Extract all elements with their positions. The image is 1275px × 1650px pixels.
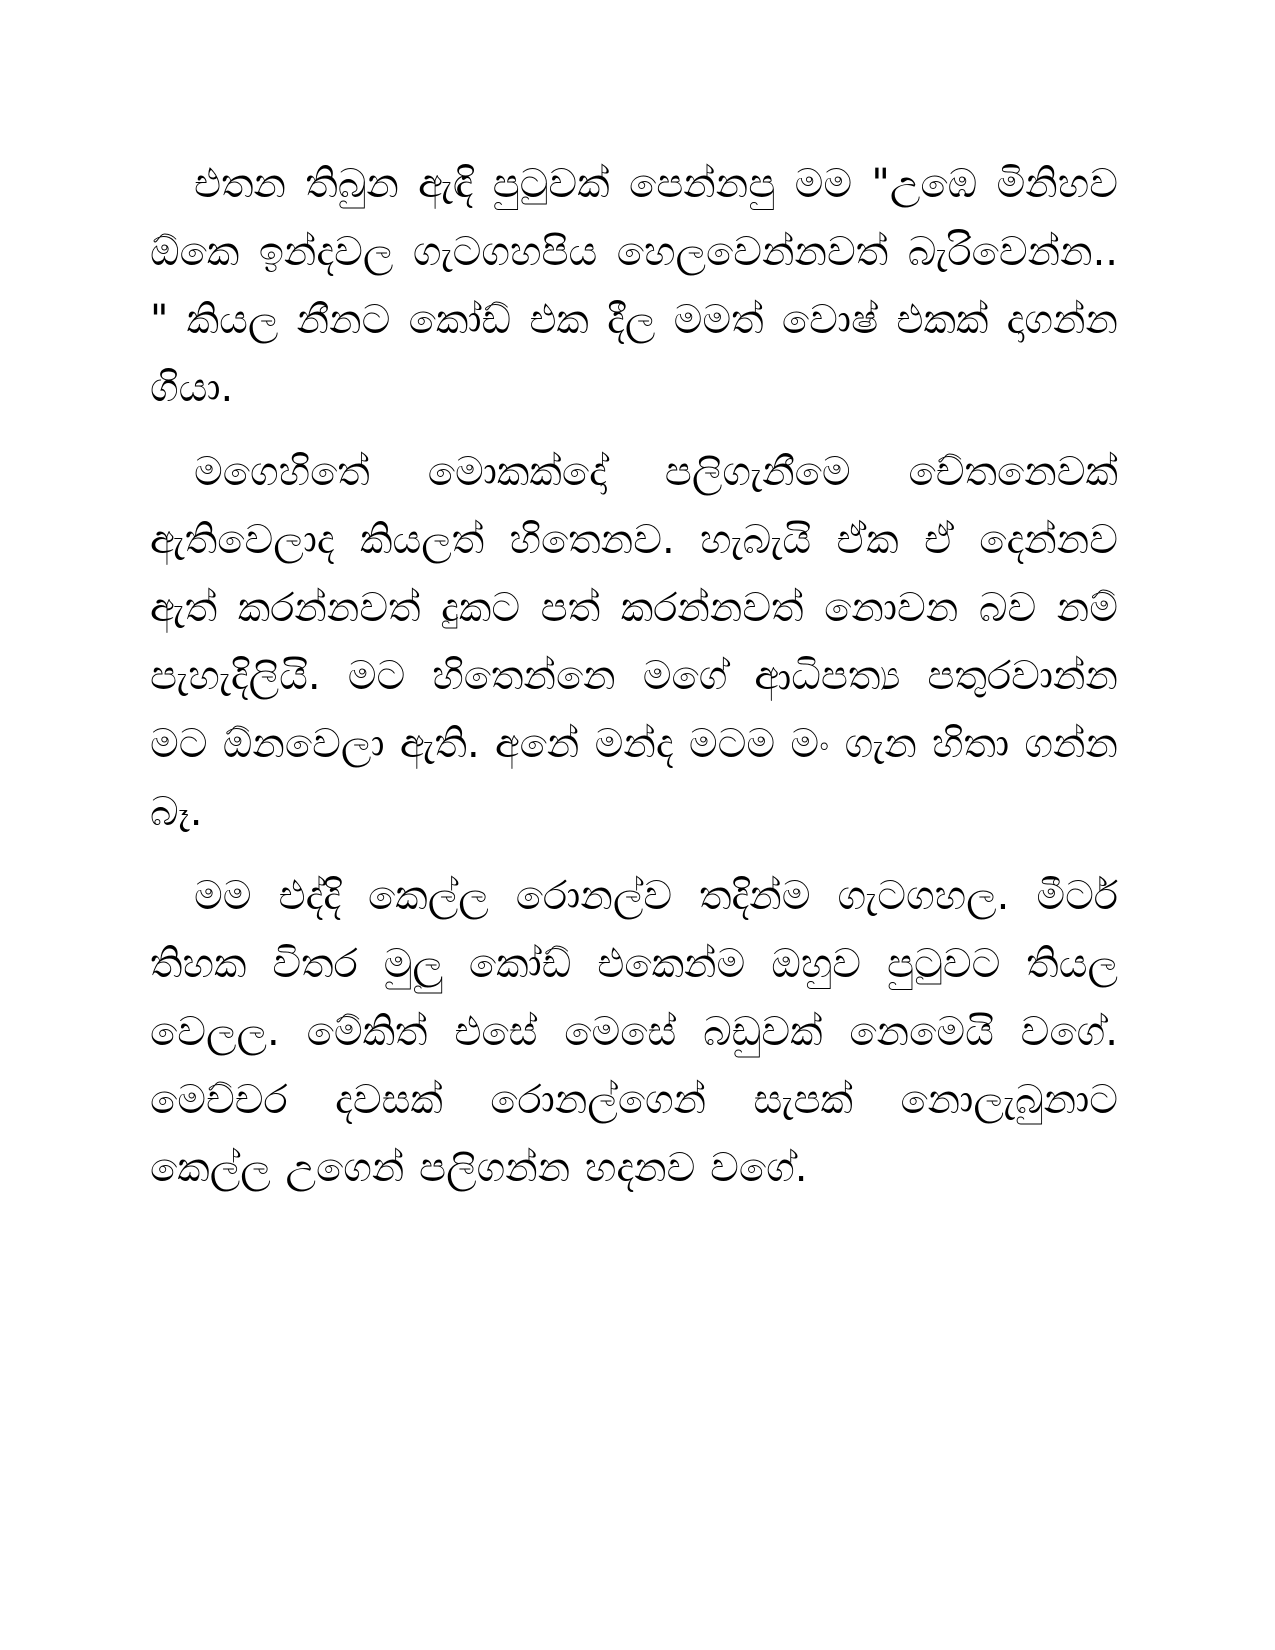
document-page	[150, 150, 1118, 1550]
paragraph-3: මම එද්දි කෙල්ල රොනල්ව තදින්ම ගැටගහල. මීටර් තිහක විතර මුලු කෝඩ් එකෙන්ම ඔහුව පුටුවට තියල වෙලල. මේකිත් එසේ මෙසේ බඩුවක් නෙමෙයි වගේ. මෙච්චර දවසක් රොනල්ගෙන් සැපක් නොලැබුනාට කෙල්ල උගෙන් පලිගන්න හදනව වගේ.	[150, 873, 1118, 1191]
paragraph-2: මගෙහිතේ මොකක්දෝ පලිගැනීමෙ චේතනෙවක් ඇතිවෙලාද කියලත් හිතෙනව. හැබැයි ඒක ඒ දෙන්නව ඇත් කරන්නවත් දුකට පත් කරන්නවත් නොවන බව නම් පැහැදිලියි. මට හිතෙන්නෙ මගේ ආධිපත්‍ය පතුරවාන්න මට ඕනවෙලා ඇති. අනේ මන්ද මටම මං ගැන හිතා ගන්න බෑ.	[150, 449, 1118, 835]
paragraph-1: එතන තිබුන ඇඳි පුටුවක් පෙන්නපු මම "උඹෙ මිනිහව ඕකෙ ඉන්දවල ගැටගහපිය හෙලවෙන්නවත් බැරිවෙන්න.. " කියල නීනට කෝඩ් එක දීල මමත් වොෂ් එකක් දාගන්න ගියා.	[150, 161, 1118, 411]
